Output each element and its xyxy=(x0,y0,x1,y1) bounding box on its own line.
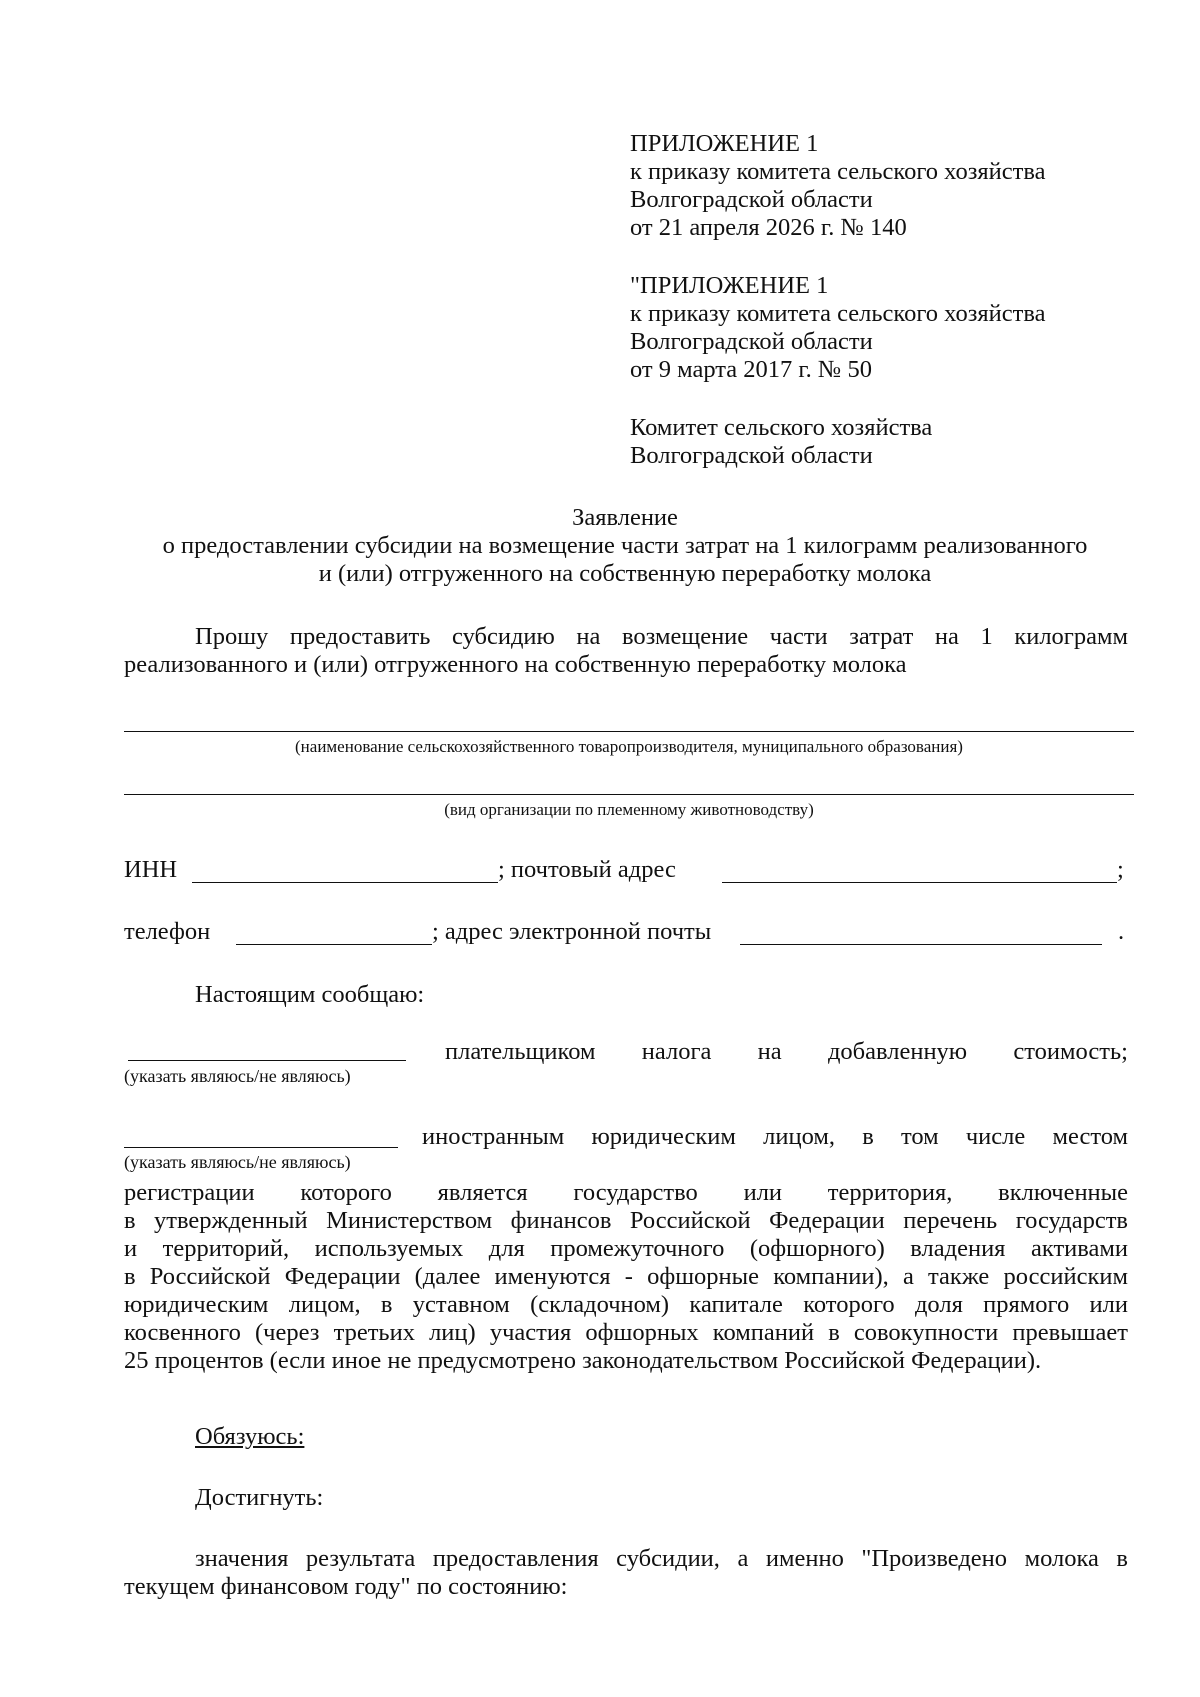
appendix-current xyxy=(630,130,1045,242)
postal-address-input-line xyxy=(722,882,1117,883)
appendix-original-line1: к приказу комитета сельского хозяйства xyxy=(630,300,1046,327)
addressee xyxy=(630,414,932,470)
foreign-paragraph-line: в Российской Федерации (далее именуются - офшорные компании), а также российским xyxy=(124,1263,1128,1290)
document-subtitle-line2: и (или) отгруженного на собственную переработку молока xyxy=(318,560,932,587)
vat-status-input-line xyxy=(128,1060,406,1061)
notice-intro: Настоящим сообщаю: xyxy=(195,981,425,1008)
document-title: Заявление xyxy=(572,504,678,531)
addressee-line1: Комитет сельского хозяйства xyxy=(630,414,933,441)
foreign-paragraph-line: в утвержденный Министерством финансов Российской Федерации перечень государств xyxy=(124,1207,1128,1234)
email-label: ; адрес электронной почты xyxy=(432,918,712,945)
request-line1: Прошу предоставить субсидию на возмещение части затрат на 1 килограмм xyxy=(195,623,1128,650)
foreign-status-input-line xyxy=(124,1147,398,1148)
addressee-line2: Волгоградской области xyxy=(630,442,873,469)
foreign-paragraph-line: регистрации которого является государство или территория, включенные xyxy=(124,1179,1128,1206)
appendix-current-line2: Волгоградской области xyxy=(630,186,873,213)
appendix-original xyxy=(630,272,1045,384)
vat-word: плательщиком xyxy=(445,1038,596,1065)
request-line2: реализованного и (или) отгруженного на собственную переработку молока xyxy=(124,651,907,678)
name-caption: (наименование сельскохозяйственного товаропроизводителя, муниципального образования) xyxy=(295,737,963,756)
vat-word: добавленную xyxy=(827,1038,968,1065)
appendix-current-line3: от 21 апреля 2026 г. № 140 xyxy=(630,214,907,241)
phone-input-line xyxy=(236,944,432,945)
postal-address-label: ; почтовый адрес xyxy=(498,856,676,883)
foreign-paragraph-line: и территорий, используемых для промежуточного (офшорного) владения активами xyxy=(124,1235,1128,1262)
foreign-paragraph-line: юридическим лицом, в уставном (складочном) капитале которого доля прямого или xyxy=(124,1291,1128,1318)
postal-address-end: ; xyxy=(1117,856,1124,883)
vat-word: налога xyxy=(641,1038,712,1065)
appendix-original-title: "ПРИЛОЖЕНИЕ 1 xyxy=(630,272,829,299)
appendix-current-title: ПРИЛОЖЕНИЕ 1 xyxy=(630,130,819,157)
obligations-title: Обязуюсь: xyxy=(195,1423,305,1450)
vat-status-caption: (указать являюсь/не являюсь) xyxy=(124,1066,351,1086)
email-input-line xyxy=(740,944,1102,945)
document-subtitle-line1: о предоставлении субсидии на возмещение части затрат на 1 килограмм реализованного xyxy=(162,532,1088,559)
inn-input-line xyxy=(192,882,498,883)
appendix-original-line3: от 9 марта 2017 г. № 50 xyxy=(630,356,872,383)
vat-word: стоимость; xyxy=(1013,1038,1128,1065)
foreign-status-first-line: иностранным юридическим лицом, в том числе местом xyxy=(422,1123,1128,1150)
vat-status-text xyxy=(445,1037,1128,1066)
appendix-current-line1: к приказу комитета сельского хозяйства xyxy=(630,158,1046,185)
org-type-input-line xyxy=(124,794,1134,795)
foreign-paragraph-last-line: 25 процентов (если иное не предусмотрено законодательством Российской Федерации). xyxy=(124,1347,1042,1374)
result-line1: значения результата предоставления субсидии, а именно "Произведено молока в xyxy=(195,1545,1128,1572)
name-input-line xyxy=(124,731,1134,732)
foreign-status-caption: (указать являюсь/не являюсь) xyxy=(124,1152,351,1172)
foreign-paragraph-line: косвенного (через третьих лиц) участия офшорных компаний в совокупности превышает xyxy=(124,1319,1128,1346)
appendix-original-line2: Волгоградской области xyxy=(630,328,873,355)
org-type-caption: (вид организации по племенному животноводству) xyxy=(444,800,814,819)
phone-label: телефон xyxy=(124,918,211,945)
vat-word: на xyxy=(757,1038,782,1065)
result-line2: текущем финансовом году" по состоянию: xyxy=(124,1573,568,1600)
email-end: . xyxy=(1118,918,1125,945)
inn-label: ИНН xyxy=(124,856,178,883)
achieve-label: Достигнуть: xyxy=(195,1484,324,1511)
